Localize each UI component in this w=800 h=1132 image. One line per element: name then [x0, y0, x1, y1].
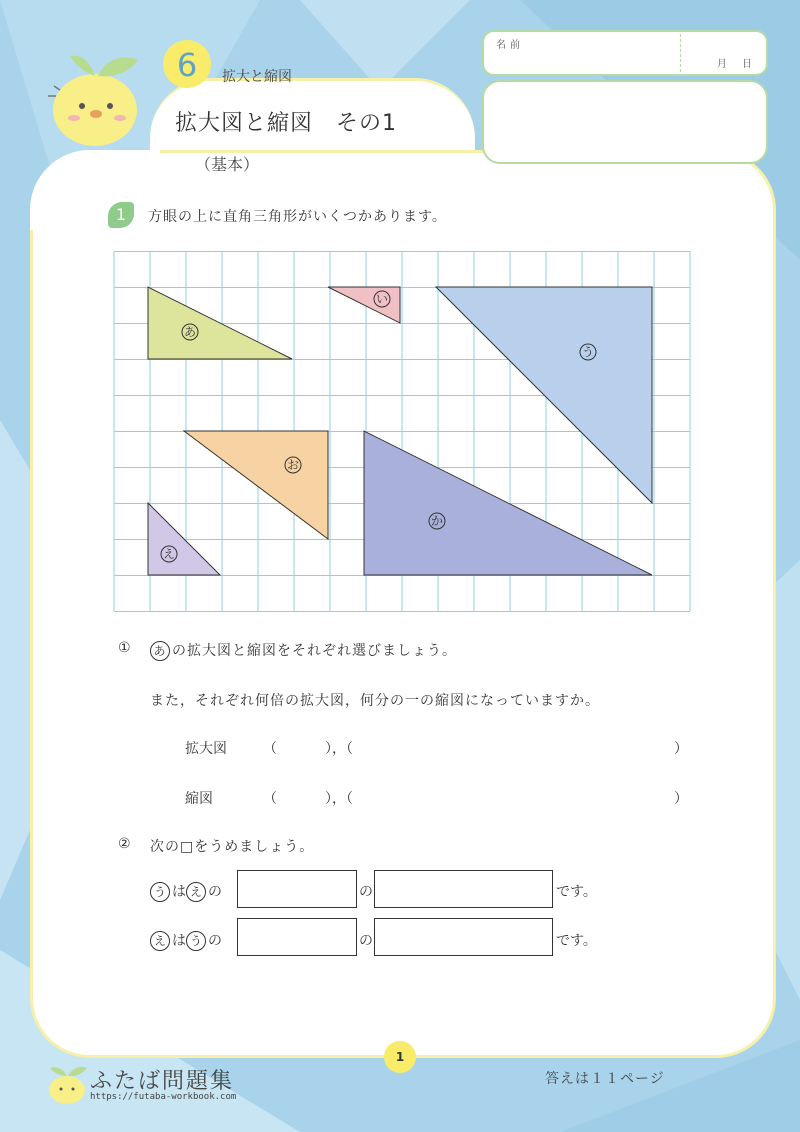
date-label: 月 日 [716, 59, 752, 70]
question-text: 方眼の上に直角三角形がいくつかあります。 [148, 209, 447, 225]
triangle-label-ka: か [430, 514, 444, 528]
part2-text: 次の□をうめましょう。 [150, 839, 315, 855]
ref-label-u2: う [186, 931, 206, 951]
triangle-label-e: え [162, 547, 176, 561]
reduce-paren-end: ） [674, 791, 688, 807]
unit-number-badge: 6 [163, 40, 211, 88]
part1-marker: ① [118, 640, 132, 656]
triangle-i [328, 287, 400, 323]
ref-label-a: あ [150, 641, 170, 661]
reduce-label: 縮図 [185, 791, 213, 807]
name-label: 名前 [496, 40, 524, 51]
enlarge-paren-end: ） [674, 741, 688, 757]
enlarge-label: 拡大図 [185, 741, 227, 757]
score-box[interactable] [482, 80, 768, 164]
answer-box-row2-a[interactable] [237, 918, 357, 956]
futaba-logo-icon [45, 1062, 89, 1106]
reduce-paren-open: （ [263, 791, 277, 807]
enlarge-paren-open: （ [263, 741, 277, 757]
answer-box-row1-a[interactable] [237, 870, 357, 908]
part2-row2-end: です。 [556, 933, 597, 949]
triangle-label-i: い [375, 292, 389, 306]
unit-title: 拡大と縮図 [222, 69, 292, 85]
ref-label-e: え [186, 882, 206, 902]
part1-question [150, 640, 457, 661]
triangle-o [184, 431, 328, 539]
part2-row1-end: です。 [556, 884, 597, 900]
enlarge-paren-mid: ），（ [325, 741, 353, 757]
ref-label-e2: え [150, 931, 170, 951]
part2-row2-label: え は う の [150, 930, 222, 951]
part2-row1-label: う は え の [150, 881, 222, 902]
triangle-label-u: う [581, 345, 595, 359]
ref-label-u: う [150, 882, 170, 902]
footer-url[interactable]: https://futaba-workbook.com [90, 1092, 237, 1102]
triangle-label-a: あ [183, 325, 197, 339]
part1-text2: また，それぞれ何倍の拡大図，何分の一の縮図になっていますか。 [150, 693, 600, 709]
answer-box-row2-b[interactable] [374, 918, 553, 956]
footer-brand: ふたば問題集 [90, 1069, 235, 1094]
graph-paper-grid [112, 251, 692, 613]
reduce-paren-mid: ），（ [325, 791, 353, 807]
triangle-label-o: お [286, 458, 300, 472]
part2-row2-no: の [359, 933, 373, 949]
page-number-badge: 1 [384, 1041, 416, 1073]
sprout-mascot-icon [40, 40, 160, 150]
page-subtitle: （基本） [195, 155, 260, 174]
part2-row1-no: の [359, 884, 373, 900]
page-title: 拡大図と縮図 その1 [175, 111, 397, 136]
answer-reference: 答えは１１ページ [545, 1071, 665, 1087]
answer-box-row1-b[interactable] [374, 870, 553, 908]
question-number-badge: 1 [108, 202, 134, 228]
part1-text: の拡大図と縮図をそれぞれ選びましょう。 [172, 643, 457, 659]
name-field[interactable] [482, 30, 768, 76]
part2-marker: ② [118, 836, 132, 852]
name-divider [680, 34, 681, 72]
